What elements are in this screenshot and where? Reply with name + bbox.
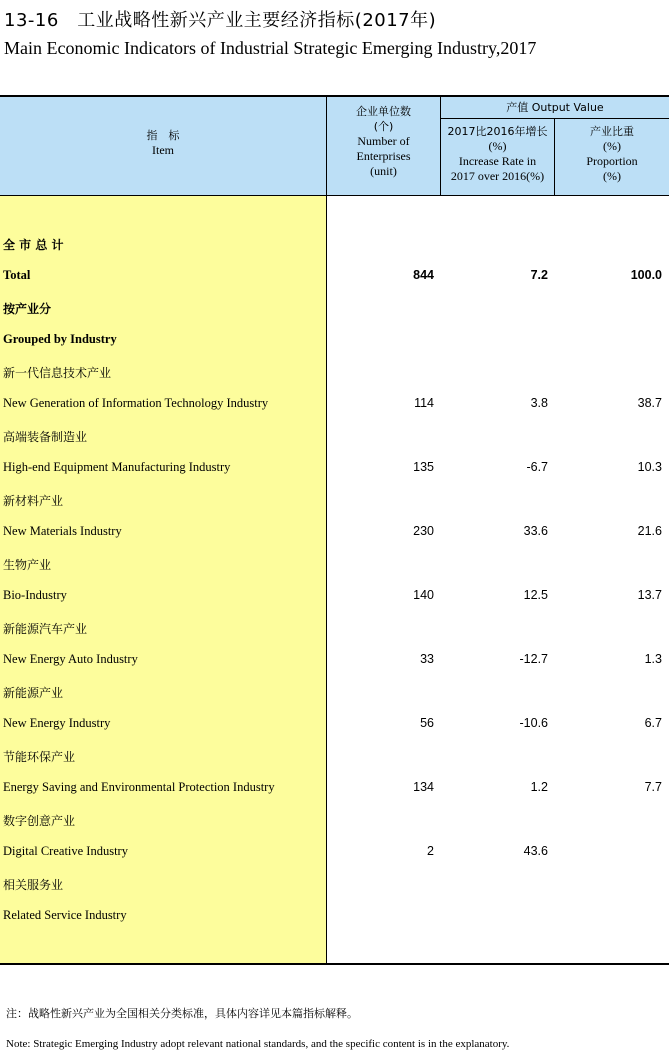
cell-proportion: 100.0	[630, 268, 662, 282]
table-title-english: Main Economic Indicators of Industrial Strategic Emerging Industry,2017	[4, 38, 537, 58]
row-label: 新能源产业	[3, 686, 64, 700]
cell-proportion: 38.7	[637, 396, 662, 410]
row-label: 节能环保产业	[3, 750, 76, 764]
cell-enterprises: 230	[413, 524, 434, 538]
cell-proportion: 1.3	[644, 652, 662, 666]
cell-proportion: 6.7	[644, 716, 662, 730]
cell-enterprises: 2	[427, 844, 434, 858]
table-row	[0, 298, 669, 318]
row-label: New Energy Auto Industry	[3, 652, 138, 666]
header-output-value	[441, 100, 669, 115]
table-row	[0, 714, 669, 734]
table-row	[0, 234, 669, 254]
row-label: 数字创意产业	[3, 814, 76, 828]
header-increase-en-2: 2017 over 2016(%)	[450, 169, 545, 183]
row-label: Digital Creative Industry	[3, 844, 128, 858]
row-label: 全 市 总 计	[3, 238, 64, 252]
row-label: Bio-Industry	[3, 588, 67, 602]
cell-increase-rate: 33.6	[523, 524, 548, 538]
header-increase-en-1: Increase Rate in	[458, 154, 537, 168]
header-item-en: Item	[152, 143, 174, 157]
row-label: New Energy Industry	[3, 716, 111, 730]
cell-proportion: 21.6	[637, 524, 662, 538]
row-label: 新一代信息技术产业	[3, 366, 112, 380]
table-row	[0, 330, 669, 350]
row-label: 按产业分	[3, 302, 52, 316]
cell-increase-rate: -12.7	[519, 652, 548, 666]
cell-enterprises: 33	[420, 652, 434, 666]
cell-enterprises: 114	[414, 396, 434, 410]
table-row	[0, 394, 669, 414]
table-title-chinese: 13-16 工业战略性新兴产业主要经济指标(2017年)	[4, 10, 437, 31]
header-item	[0, 128, 326, 158]
footnote-chinese: 注：战略性新兴产业为全国相关分类标准，具体内容详见本篇指标解释。	[6, 1007, 358, 1020]
cell-increase-rate: 43.6	[523, 844, 548, 858]
row-label: Energy Saving and Environmental Protection Industry	[3, 780, 275, 794]
header-enterprises	[327, 104, 440, 179]
cell-increase-rate: -10.6	[519, 716, 548, 730]
header-proportion-cn: 产业比重	[590, 125, 634, 138]
row-label: 相关服务业	[3, 878, 64, 892]
row-label: Related Service Industry	[3, 908, 127, 922]
header-subdivider	[440, 118, 669, 119]
table-row	[0, 458, 669, 478]
table-row	[0, 586, 669, 606]
cell-enterprises: 134	[413, 780, 434, 794]
header-enterprises-unit-en: (unit)	[370, 164, 397, 178]
table-row	[0, 618, 669, 638]
row-label: 新材料产业	[3, 494, 64, 508]
header-proportion-pct: (%)	[603, 139, 621, 153]
table-row	[0, 842, 669, 862]
cell-enterprises: 844	[413, 268, 434, 282]
header-proportion	[555, 124, 669, 184]
cell-proportion: 7.7	[644, 780, 662, 794]
cell-increase-rate: 7.2	[530, 268, 548, 282]
table-row	[0, 810, 669, 830]
header-enterprises-cn: 企业单位数	[356, 105, 411, 118]
cell-increase-rate: 1.2	[530, 780, 548, 794]
table-row	[0, 650, 669, 670]
header-increase-rate	[441, 124, 554, 184]
header-enterprises-en-2: Enterprises	[356, 149, 411, 163]
header-enterprises-unit-cn: (个)	[373, 120, 394, 133]
row-label: High-end Equipment Manufacturing Industry	[3, 460, 231, 474]
row-label: New Generation of Information Technology Industry	[3, 396, 269, 410]
row-label: Grouped by Industry	[3, 332, 117, 346]
table-row	[0, 426, 669, 446]
header-enterprises-en-1: Number of	[357, 134, 410, 148]
header-increase-pct: (%)	[488, 139, 507, 153]
table-bottom-rule	[0, 963, 669, 965]
row-label: New Materials Industry	[3, 524, 122, 538]
row-label: 新能源汽车产业	[3, 622, 88, 636]
table-row	[0, 522, 669, 542]
header-output-value-label: 产值 Output Value	[506, 101, 604, 114]
cell-increase-rate: 12.5	[523, 588, 548, 602]
cell-increase-rate: -6.7	[526, 460, 548, 474]
row-label: 高端装备制造业	[3, 430, 88, 444]
table-row	[0, 490, 669, 510]
header-proportion-en-pct: (%)	[603, 169, 621, 183]
row-label: 生物产业	[3, 558, 52, 572]
cell-increase-rate: 3.8	[530, 396, 548, 410]
header-item-cn: 指 标	[146, 129, 180, 142]
cell-proportion: 13.7	[637, 588, 662, 602]
row-label: Total	[3, 268, 31, 282]
cell-proportion: 10.3	[637, 460, 662, 474]
table-row	[0, 778, 669, 798]
table-row	[0, 906, 669, 926]
header-increase-cn: 2017比2016年增长	[447, 125, 548, 138]
table-row	[0, 554, 669, 574]
footnote-english: Note: Strategic Emerging Industry adopt relevant national standards, and the specific content is in the explanatory.	[6, 1038, 510, 1050]
table-row	[0, 746, 669, 766]
cell-enterprises: 135	[413, 460, 434, 474]
table-row	[0, 874, 669, 894]
cell-enterprises: 56	[420, 716, 434, 730]
table-row	[0, 362, 669, 382]
table-row	[0, 682, 669, 702]
table-row	[0, 266, 669, 286]
cell-enterprises: 140	[413, 588, 434, 602]
header-proportion-en: Proportion	[586, 154, 638, 168]
